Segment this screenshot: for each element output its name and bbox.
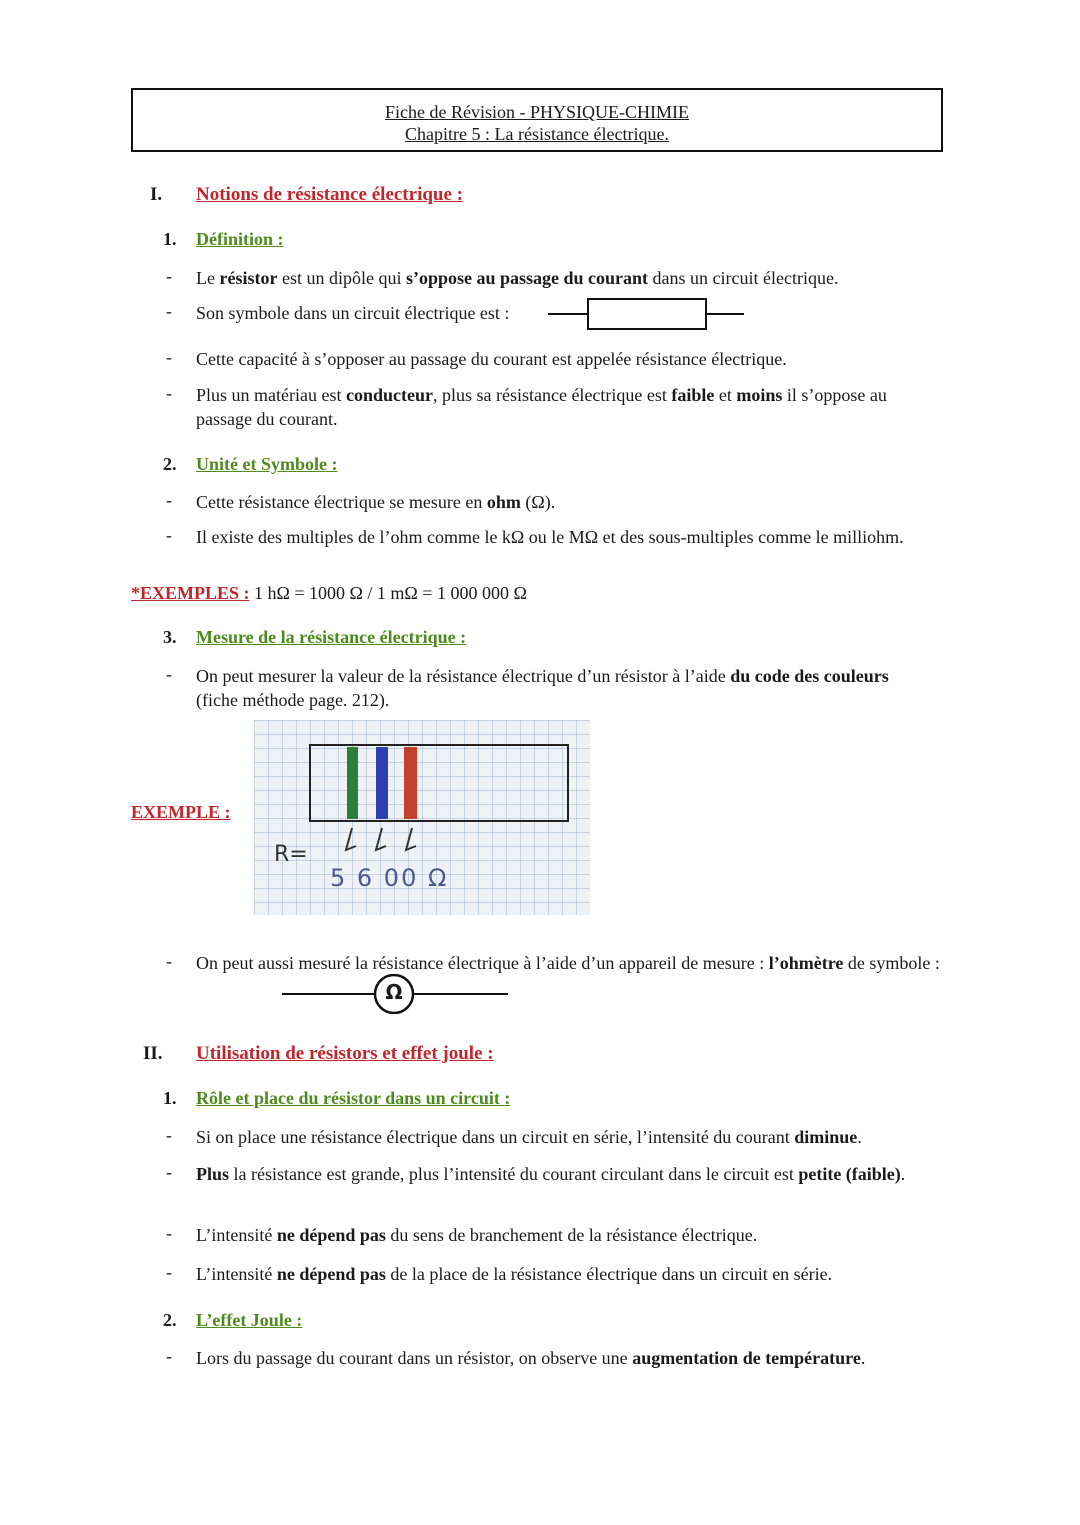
bullet-dash: - <box>166 266 172 286</box>
color-band-blue <box>376 747 388 819</box>
section-2-title: Utilisation de résistors et effet joule : <box>196 1043 494 1064</box>
bullet-conductor: Plus un matériau est conducteur, plus sa résistance électrique est faible et moins il s’oppose au passage du courant. <box>196 385 887 429</box>
example-label: EXEMPLE : <box>131 802 231 822</box>
bullet-dash: - <box>166 1125 172 1145</box>
bullet-dash: - <box>166 383 172 403</box>
subsection-1-3-number: 3. <box>163 627 177 647</box>
section-1-number: I. <box>150 184 163 205</box>
subsection-1-2-title: Unité et Symbole : <box>196 454 338 474</box>
bullet-place: L’intensité ne dépend pas de la place de la résistance électrique dans un circuit en série. <box>196 1264 833 1284</box>
header-title: Fiche de Révision - PHYSIQUE-CHIMIE <box>385 102 689 122</box>
photo-r-label: R= <box>274 842 308 867</box>
bullet-direction: L’intensité ne dépend pas du sens de branchement de la résistance électrique. <box>196 1225 758 1245</box>
resistor-symbol-icon <box>548 296 744 332</box>
subsection-2-2-title: L’effet Joule : <box>196 1310 303 1330</box>
bullet-dash: - <box>166 347 172 367</box>
bullet-joule-effect: Lors du passage du courant dans un résistor, on observe une augmentation de température. <box>196 1348 866 1368</box>
bullet-ohmmeter: On peut aussi mesuré la résistance électrique à l’aide d’un appareil de mesure : l’ohmètre de symbole : <box>196 953 940 973</box>
bullet-dash: - <box>166 1346 172 1366</box>
header-box <box>131 88 943 152</box>
subsection-2-1-title: Rôle et place du résistor dans un circuit : <box>196 1088 511 1108</box>
color-band-green <box>347 747 358 819</box>
bullet-dash: - <box>166 951 172 971</box>
examples-line <box>131 581 527 605</box>
bullet-resistor-definition: Le résistor est un dipôle qui s’oppose au passage du courant dans un circuit électrique. <box>196 268 839 288</box>
resistor-color-code-photo <box>254 720 590 915</box>
bullet-color-code: On peut mesurer la valeur de la résistance électrique d’un résistor à l’aide du code des couleurs (fiche méthode page. 212). <box>196 666 889 710</box>
subsection-2-2-number: 2. <box>163 1310 177 1330</box>
bullet-resistance-magnitude: Plus la résistance est grande, plus l’intensité du courant circulant dans le circuit est petite (faible). <box>196 1164 906 1184</box>
ohm-glyph: Ω <box>385 980 403 1004</box>
bullet-dash: - <box>166 490 172 510</box>
color-band-red <box>404 747 417 819</box>
header-chapter: Chapitre 5 : La résistance électrique. <box>405 124 669 144</box>
subsection-1-1-number: 1. <box>163 229 177 249</box>
bullet-dash: - <box>166 664 172 684</box>
photo-resistance-value: 5 6 00 Ω <box>330 864 449 892</box>
bullet-capacity: Cette capacité à s’opposer au passage du courant est appelée résistance électrique. <box>196 349 787 369</box>
examples-text: 1 hΩ = 1000 Ω / 1 mΩ = 1 000 000 Ω <box>249 583 527 603</box>
arrow-band-2 <box>376 828 386 850</box>
arrow-band-3 <box>406 828 416 850</box>
subsection-1-2-number: 2. <box>163 454 177 474</box>
bullet-multiples: Il existe des multiples de l’ohm comme le kΩ ou le MΩ et des sous-multiples comme le milliohm. <box>196 527 904 547</box>
examples-label: *EXEMPLES : <box>131 583 250 603</box>
bullet-unit: Cette résistance électrique se mesure en ohm (Ω). <box>196 492 556 512</box>
bullet-series-intensity: Si on place une résistance électrique dans un circuit en série, l’intensité du courant diminue. <box>196 1127 862 1147</box>
section-1-title: Notions de résistance électrique : <box>196 184 463 205</box>
arrow-band-1 <box>346 828 356 850</box>
bullet-dash: - <box>166 1162 172 1182</box>
subsection-1-1-title: Définition : <box>196 229 284 249</box>
bullet-dash: - <box>166 301 172 321</box>
bullet-dash: - <box>166 525 172 545</box>
subsection-2-1-number: 1. <box>163 1088 177 1108</box>
bullet-dash: - <box>166 1223 172 1243</box>
bullet-symbol: Son symbole dans un circuit électrique est : <box>196 303 510 323</box>
section-2-number: II. <box>143 1043 163 1064</box>
subsection-1-3-title: Mesure de la résistance électrique : <box>196 627 467 647</box>
bullet-dash: - <box>166 1262 172 1282</box>
